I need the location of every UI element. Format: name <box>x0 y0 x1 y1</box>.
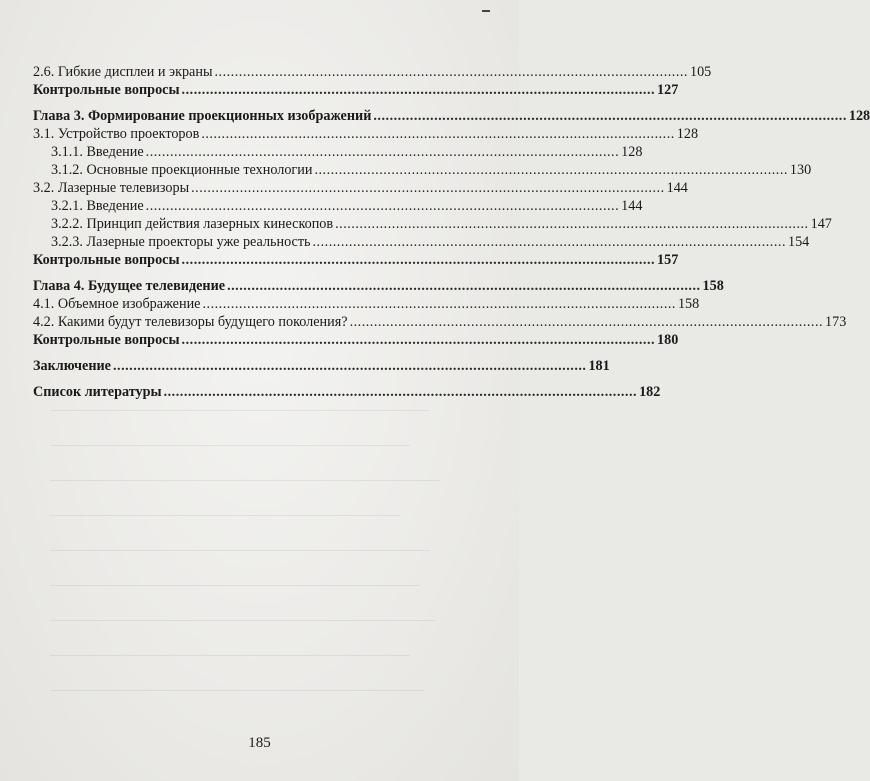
bleed-through-line <box>50 480 440 481</box>
toc-leader-dots: ..................................................................................................................... <box>181 82 656 98</box>
toc-entry[interactable] <box>33 142 643 162</box>
toc-entry-title: 3.1.1. Введение <box>51 144 144 160</box>
toc-leader-dots: ..................................................................................................................... <box>181 332 656 348</box>
bleed-through-line <box>50 585 420 586</box>
toc-entry-page: 128 <box>848 108 870 124</box>
toc-entry[interactable] <box>33 382 661 402</box>
toc-entry-page: 158 <box>677 296 700 312</box>
toc-entry[interactable] <box>33 178 688 198</box>
bleed-through-line <box>50 550 430 551</box>
bleed-through-line <box>50 655 410 656</box>
toc-entry-title: 2.6. Гибкие дисплеи и экраны <box>33 64 213 80</box>
toc-entry[interactable] <box>33 196 643 216</box>
toc-entry-page: 181 <box>588 358 610 374</box>
toc-entry[interactable] <box>33 62 712 82</box>
toc-entry-title: 3.2.3. Лазерные проекторы уже реальность <box>51 234 311 250</box>
toc-entry-title: Контрольные вопросы <box>33 252 180 268</box>
toc-leader-dots: ..................................................................................................................... <box>349 314 824 330</box>
toc-entry[interactable] <box>33 276 724 296</box>
toc-entry-title: Контрольные вопросы <box>33 82 180 98</box>
toc-entry-title: Глава 3. Формирование проекционных изображений <box>33 108 372 124</box>
toc-leader-dots: ..................................................................................................................... <box>145 198 620 214</box>
toc-entry-page: 157 <box>657 252 679 268</box>
toc-leader-dots: ..................................................................................................................... <box>181 252 656 268</box>
toc-leader-dots: ..................................................................................................................... <box>335 216 809 232</box>
toc-leader-dots: ..................................................................................................................... <box>312 234 786 250</box>
toc-entry-page: 144 <box>621 198 643 214</box>
toc-entry[interactable] <box>33 124 699 144</box>
bleed-through-line <box>50 445 410 446</box>
toc-entry-page: 154 <box>787 234 810 250</box>
toc-leader-dots: ..................................................................................................................... <box>227 278 701 294</box>
toc-leader-dots: ..................................................................................................................... <box>214 64 688 80</box>
toc-entry-title: Контрольные вопросы <box>33 332 180 348</box>
toc-entry-title: 4.1. Объемное изображение <box>33 296 201 312</box>
toc-entry[interactable] <box>33 250 679 270</box>
bleed-through-line <box>50 620 435 621</box>
toc-entry-title: 4.2. Какими будут телевизоры будущего поколения? <box>33 314 348 330</box>
toc-entry-title: 3.1. Устройство проекторов <box>33 126 200 142</box>
toc-entry-page: 180 <box>657 332 679 348</box>
toc-entry-page: 130 <box>789 162 812 178</box>
toc-leader-dots: ..................................................................................................................... <box>145 144 620 160</box>
toc-entry-title: Глава 4. Будущее телевидение <box>33 278 226 294</box>
toc-entry-page: 182 <box>639 384 661 400</box>
toc-leader-dots: ..................................................................................................................... <box>314 162 788 178</box>
toc-entry-title: 3.1.2. Основные проекционные технологии <box>51 162 313 178</box>
toc-leader-dots: ..................................................................................................................... <box>201 126 675 142</box>
toc-entry-page: 105 <box>689 64 712 80</box>
toc-entry-title: 3.2.2. Принцип действия лазерных кинескопов <box>51 216 334 232</box>
toc-entry-title: 3.2.1. Введение <box>51 198 144 214</box>
toc-leader-dots: ..................................................................................................................... <box>112 358 587 374</box>
toc-leader-dots: ..................................................................................................................... <box>191 180 665 196</box>
toc-entry-title: 3.2. Лазерные телевизоры <box>33 180 190 196</box>
toc-entry-page: 144 <box>666 180 688 196</box>
toc-leader-dots: ..................................................................................................................... <box>202 296 676 312</box>
toc-entry-page: 147 <box>810 216 832 232</box>
bleed-through-line <box>50 690 425 691</box>
page-number: 185 <box>248 735 271 751</box>
toc-entry-page: 158 <box>702 278 724 294</box>
toc-entry[interactable] <box>33 356 610 376</box>
bleed-through-line <box>50 515 400 516</box>
toc-entry-page: 128 <box>621 144 643 160</box>
page-edge-mark <box>482 10 490 12</box>
toc-entry[interactable] <box>33 214 832 234</box>
toc-entry[interactable] <box>33 160 812 180</box>
toc-entry-page: 128 <box>676 126 699 142</box>
toc-entry[interactable] <box>33 330 679 350</box>
bleed-through-line <box>50 410 430 411</box>
toc-entry[interactable] <box>33 80 679 100</box>
toc-leader-dots: ..................................................................................................................... <box>163 384 638 400</box>
toc-entry-page: 127 <box>657 82 679 98</box>
toc-entry[interactable] <box>33 294 700 314</box>
toc-entry-title: Список литературы <box>33 384 162 400</box>
toc-entry[interactable] <box>33 232 810 252</box>
toc-entry[interactable] <box>33 106 870 126</box>
toc-leader-dots: ..................................................................................................................... <box>373 108 847 124</box>
toc-entry[interactable] <box>33 312 847 332</box>
toc-entry-page: 173 <box>825 314 847 330</box>
toc-entry-title: Заключение <box>33 358 111 374</box>
